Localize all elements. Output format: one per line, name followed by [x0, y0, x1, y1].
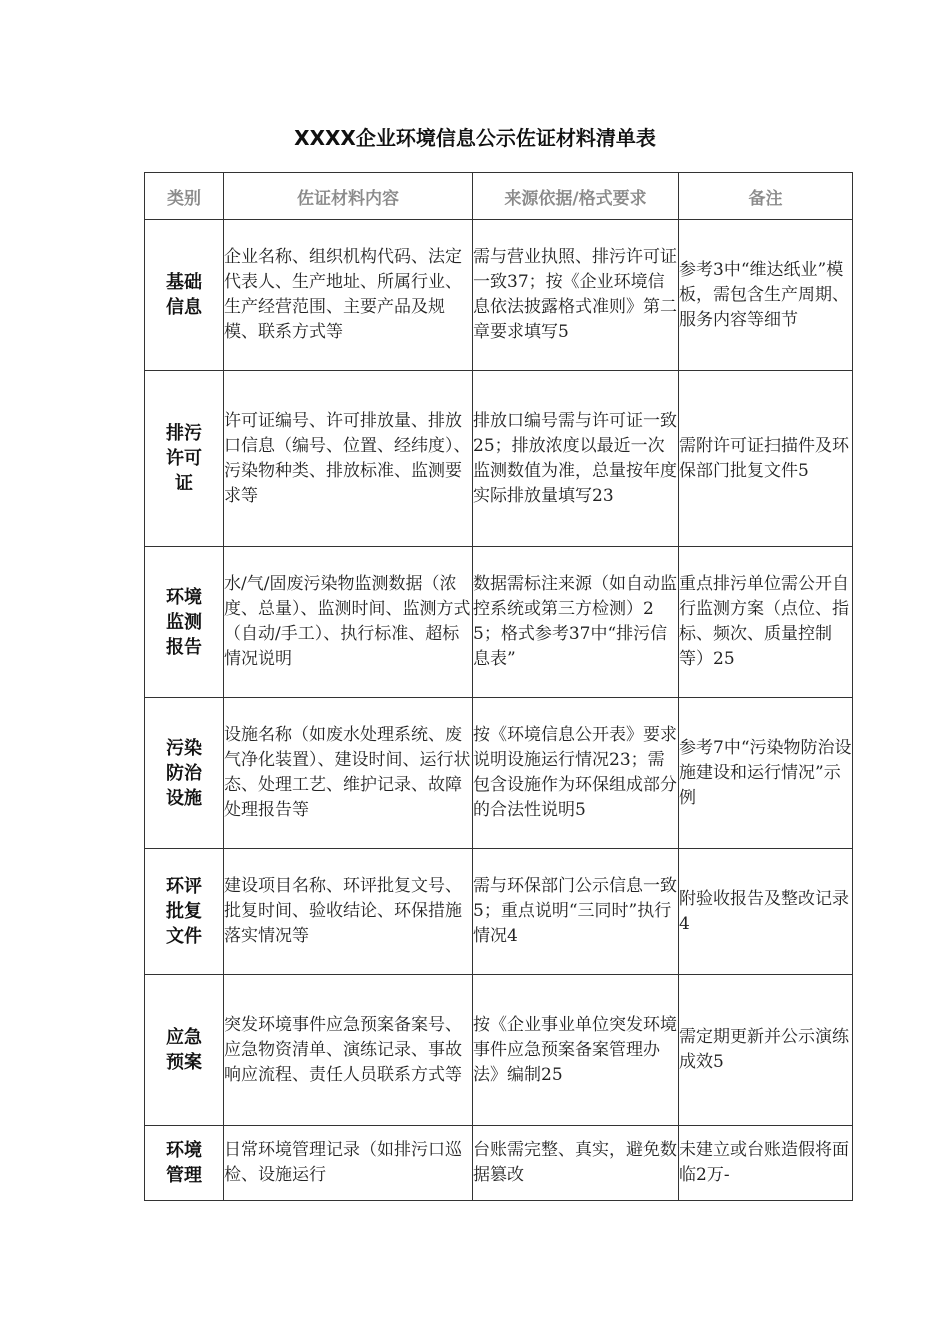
row-category-cell: [145, 698, 224, 849]
row-source: 需与环保部门公示信息一致5；重点说明“三同时”执行情况4: [473, 849, 679, 975]
row-category: 基础信息: [166, 272, 202, 318]
header-content: 佐证材料内容: [224, 173, 473, 220]
row-category-cell: [145, 849, 224, 975]
table-row: [145, 975, 853, 1126]
row-content: 许可证编号、许可排放量、排放口信息（编号、位置、经纬度）、污染物种类、排放标准、监测要求等: [224, 371, 473, 547]
row-content: 设施名称（如废水处理系统、废气净化装置）、建设时间、运行状态、处理工艺、维护记录、故障处理报告等: [224, 698, 473, 849]
header-source: 来源依据/格式要求: [473, 173, 679, 220]
row-note: 未建立或台账造假将面临2万-: [679, 1126, 853, 1201]
row-category: 应急预案: [166, 1027, 202, 1073]
row-note: 需附许可证扫描件及环保部门批复文件5: [679, 371, 853, 547]
row-category-cell: [145, 371, 224, 547]
row-category-cell: [145, 975, 224, 1126]
row-category-cell: [145, 220, 224, 371]
row-category-cell: [145, 547, 224, 698]
row-content: 日常环境管理记录（如排污口巡检、设施运行: [224, 1126, 473, 1201]
table-header-row: [145, 173, 853, 220]
row-category: 排污许可证: [166, 423, 202, 494]
table-row: [145, 220, 853, 371]
evidence-table: [144, 172, 853, 1201]
row-note: 参考7中“污染物防治设施建设和运行情况”示例: [679, 698, 853, 849]
header-note: 备注: [679, 173, 853, 220]
table-row: [145, 849, 853, 975]
row-category: 环评批复文件: [166, 876, 202, 947]
table-row: [145, 1126, 853, 1201]
row-source: 按《环境信息公开表》要求说明设施运行情况23；需包含设施作为环保组成部分的合法性说明5: [473, 698, 679, 849]
row-note: 附验收报告及整改记录4: [679, 849, 853, 975]
row-content: 企业名称、组织机构代码、法定代表人、生产地址、所属行业、生产经营范围、主要产品及规模、联系方式等: [224, 220, 473, 371]
row-content: 建设项目名称、环评批复文号、批复时间、验收结论、环保措施落实情况等: [224, 849, 473, 975]
row-source: 按《企业事业单位突发环境事件应急预案备案管理办法》编制25: [473, 975, 679, 1126]
row-source: 排放口编号需与许可证一致25；排放浓度以最近一次监测数值为准，总量按年度实际排放量填写23: [473, 371, 679, 547]
row-note: 重点排污单位需公开自行监测方案（点位、指标、频次、质量控制等）25: [679, 547, 853, 698]
table-row: [145, 371, 853, 547]
row-source: 台账需完整、真实，避免数据篡改: [473, 1126, 679, 1201]
row-content: 突发环境事件应急预案备案号、应急物资清单、演练记录、事故响应流程、责任人员联系方式等: [224, 975, 473, 1126]
row-source: 数据需标注来源（如自动监控系统或第三方检测）25；格式参考37中“排污信息表”: [473, 547, 679, 698]
row-category: 环境监测报告: [166, 586, 202, 658]
header-category: 类别: [145, 173, 224, 220]
row-note: 需定期更新并公示演练成效5: [679, 975, 853, 1126]
document-title: XXXX企业环境信息公示佐证材料清单表: [294, 126, 656, 150]
row-source: 需与营业执照、排污许可证一致37；按《企业环境信息依法披露格式准则》第二章要求填写5: [473, 220, 679, 371]
row-content: 水/气/固废污染物监测数据（浓度、总量）、监测时间、监测方式（自动/手工）、执行标准、超标情况说明: [224, 547, 473, 698]
row-note: 参考3中“维达纸业”模板，需包含生产周期、服务内容等细节: [679, 220, 853, 371]
row-category: 环境管理: [166, 1140, 202, 1186]
table-row: [145, 698, 853, 849]
table-row: [145, 547, 853, 698]
row-category-cell: [145, 1126, 224, 1201]
row-category: 污染防治设施: [166, 737, 202, 809]
